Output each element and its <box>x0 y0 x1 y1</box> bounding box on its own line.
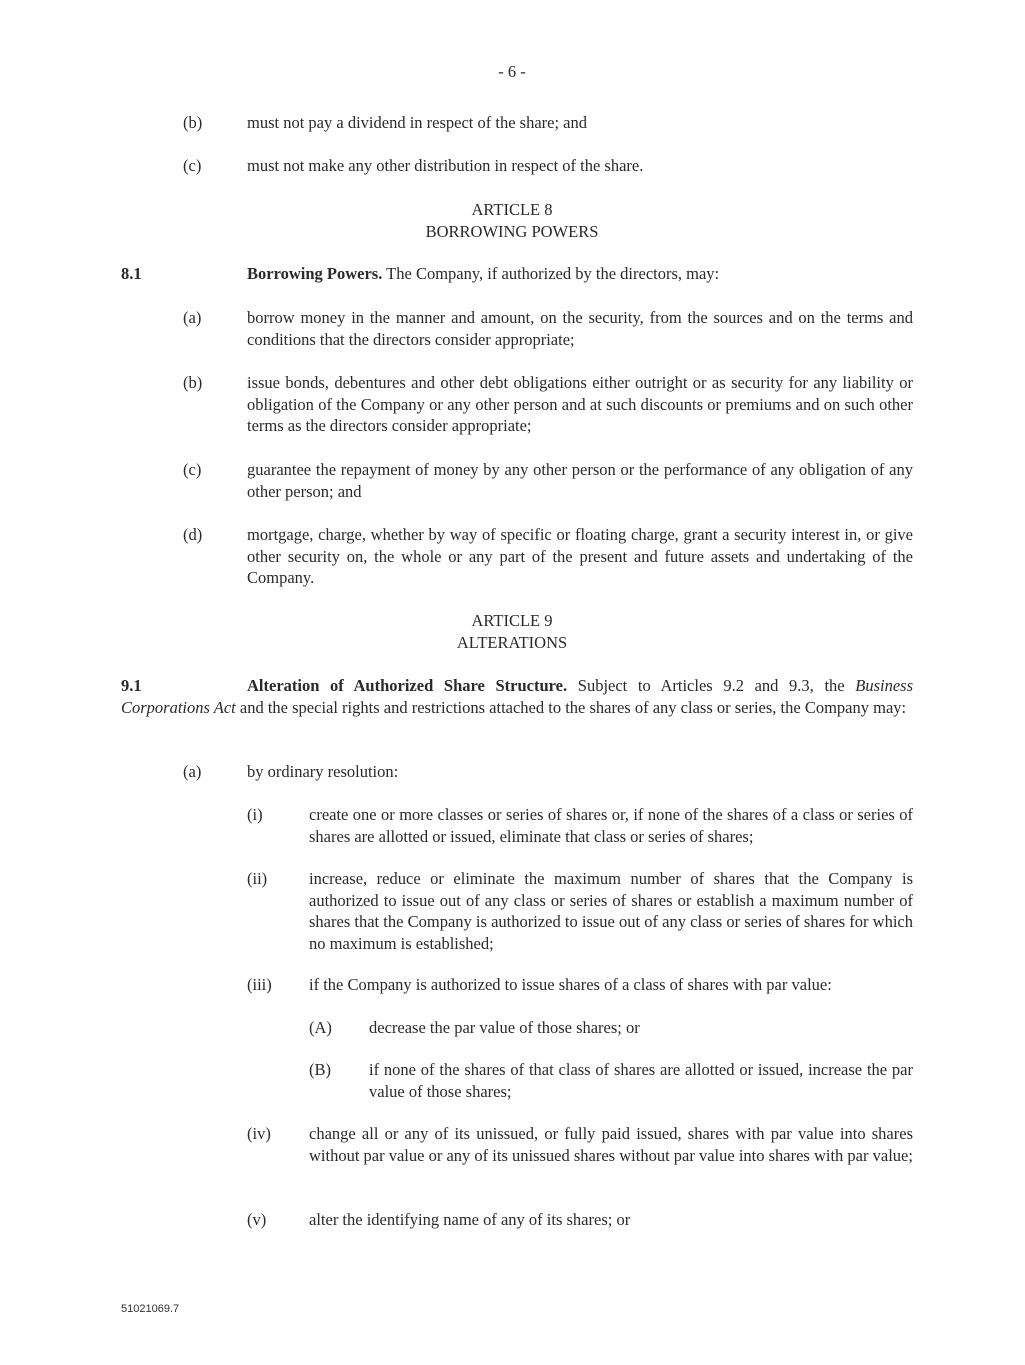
business-corporations-act: Business Corporations Act <box>121 676 913 717</box>
clause-8-1-b-label: (b) <box>183 373 203 392</box>
section-8-1-intro: The Company, if authorized by the directors, may: <box>386 264 720 283</box>
subclause-i-label: (i) <box>247 805 263 824</box>
clause-8-1-d-text: mortgage, charge, whether by way of specific or floating charge, grant a security interest in, or give other security on, the whole or any part of the present and future assets and undertaking of the Company. <box>247 525 913 588</box>
article-9-heading: ARTICLE 9 <box>471 611 553 630</box>
clause-8-1-a-label: (a) <box>183 308 202 327</box>
subclause-A-label: (A) <box>309 1018 332 1037</box>
clause-8-1-c-label: (c) <box>183 460 202 479</box>
section-9-1-heading: Alteration of Authorized Share Structure. <box>247 676 568 695</box>
subclause-ii-label: (ii) <box>247 869 268 888</box>
subclause-iv-label: (iv) <box>247 1124 271 1143</box>
subclause-B-text: if none of the shares of that class of shares are allotted or issued, increase the par value of those shares; <box>369 1060 913 1101</box>
section-9-1-intro-b: and the special rights and restrictions attached to the shares of any class or series, the Company may: <box>239 697 907 717</box>
clause-8-1-d-label: (d) <box>183 525 203 544</box>
article-8-heading: ARTICLE 8 <box>471 200 553 219</box>
subclause-iii-label: (iii) <box>247 975 272 994</box>
item-text-c: must not make any other distribution in respect of the share. <box>247 156 644 175</box>
section-8-1-number: 8.1 <box>121 264 142 283</box>
clause-8-1-b-text: issue bonds, debentures and other debt obligations either outright or as security for any liability or obligation of the Company or any other person and at such discounts or premiums and on such other terms as the directors consider appropriate; <box>247 373 913 436</box>
article-9-title: ALTERATIONS <box>456 633 568 652</box>
clause-8-1-a-text: borrow money in the manner and amount, on the security, from the sources and on the terms and conditions that the directors consider appropriate; <box>247 308 913 349</box>
clause-9-1-a-text: by ordinary resolution: <box>247 762 399 781</box>
section-8-1-heading: Borrowing Powers. <box>247 264 383 283</box>
document-id: 51021069.7 <box>121 1303 180 1315</box>
item-label-b: (b) <box>183 113 203 132</box>
item-label-c: (c) <box>183 156 202 175</box>
section-9-1-number: 9.1 <box>121 676 142 695</box>
clause-9-1-a-label: (a) <box>183 762 202 781</box>
section-8-1-line <box>247 263 719 285</box>
subclause-ii-text: increase, reduce or eliminate the maximum number of shares that the Company is authorized to issue out of any class or series of shares or establish a maximum number of shares that the Company is authorized to issue out of any class or series of shares for which no maximum is established; <box>309 869 913 954</box>
subclause-v-text: alter the identifying name of any of its shares; or <box>309 1210 631 1229</box>
subclause-B-label: (B) <box>309 1060 331 1079</box>
subclause-iii-text: if the Company is authorized to issue shares of a class of shares with par value: <box>309 975 832 994</box>
subclause-iv-text: change all or any of its unissued, or fully paid issued, shares with par value into shares without par value or any of its unissued shares without par value into shares with par value; <box>309 1124 913 1165</box>
item-text-b: must not pay a dividend in respect of the share; and <box>247 113 587 132</box>
article-8-title: BORROWING POWERS <box>425 222 599 241</box>
section-9-1-text <box>121 675 913 718</box>
page-number: - 6 - <box>498 62 526 81</box>
subclause-i-text: create one or more classes or series of shares or, if none of the shares of a class or series of shares are allotted or issued, eliminate that class or series of shares; <box>309 805 913 846</box>
subclause-A-text: decrease the par value of those shares; or <box>369 1018 640 1037</box>
subclause-v-label: (v) <box>247 1210 267 1229</box>
clause-8-1-c-text: guarantee the repayment of money by any other person or the performance of any obligation of any other person; and <box>247 460 913 501</box>
section-9-1-intro-a: Subject to Articles 9.2 and 9.3, the <box>577 676 845 695</box>
